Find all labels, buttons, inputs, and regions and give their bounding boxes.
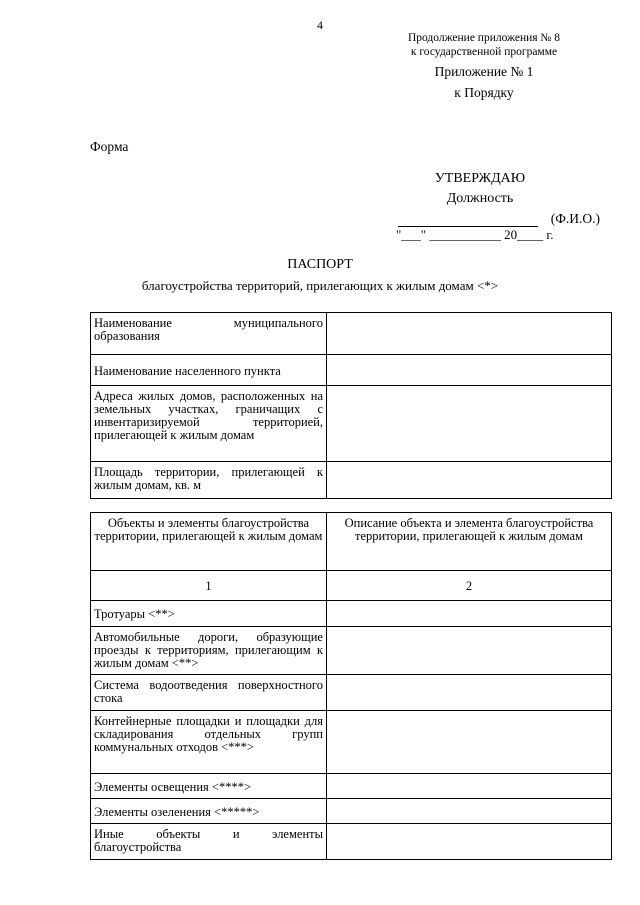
table-row (91, 774, 612, 799)
row-label: Элементы озеленения <*****> (91, 799, 327, 824)
page-number: 4 (317, 18, 323, 32)
row-label: Автомобильные дороги, образующие проезды к территориям, прилегающим к жилым домам <**> (91, 627, 327, 675)
header-description: Описание объекта и элемента благоустройства территории, прилегающей к жилым домам (327, 513, 612, 571)
continuation-line-2: к государственной программе (410, 46, 558, 58)
form-label: Форма (90, 139, 129, 154)
row-value[interactable] (327, 774, 612, 799)
table-row (91, 462, 612, 499)
row-label: Иные объекты и элементы благоустройства (91, 824, 327, 860)
document-title: ПАСПОРТ (287, 257, 353, 272)
table-row (91, 313, 612, 355)
table-row (91, 601, 612, 627)
row-label: Контейнерные площадки и площадки для складирования отдельных групп коммунальных отходов <***> (91, 711, 327, 774)
table-row (91, 711, 612, 774)
row-label: Элементы освещения <****> (91, 774, 327, 799)
continuation-line-1: Продолжение приложения № 8 (407, 32, 561, 44)
fio-label: (Ф.И.О.) (550, 211, 600, 226)
column-number-2: 2 (327, 571, 612, 601)
date-line: "___" ___________ 20____ г. (396, 227, 554, 242)
row-label: Наименование населенного пункта (91, 355, 327, 386)
header-objects: Объекты и элементы благоустройства территории, прилегающей к жилым домам (91, 513, 327, 571)
row-value[interactable] (327, 799, 612, 824)
appendix-line-1: Приложение № 1 (434, 64, 534, 79)
table-row (91, 627, 612, 675)
row-label: Система водоотведения поверхностного стока (91, 675, 327, 711)
row-value[interactable] (327, 355, 612, 386)
approval-block (380, 169, 580, 209)
table-row (91, 799, 612, 824)
row-value[interactable] (327, 675, 612, 711)
table-row (91, 824, 612, 860)
table-row (91, 675, 612, 711)
row-label: Адреса жилых домов, расположенных на земельных участках, граничащих с инвентаризируемой территорией, прилегающей к жилым домам (91, 386, 327, 462)
appendix-line-2: к Порядку (454, 85, 514, 100)
appendix-header (384, 61, 584, 103)
column-number-1: 1 (91, 571, 327, 601)
row-label: Наименование муниципального образования (91, 313, 327, 355)
row-value[interactable] (327, 711, 612, 774)
table-row (91, 355, 612, 386)
row-value[interactable] (327, 601, 612, 627)
column-number-row (91, 571, 612, 601)
general-info-table (90, 312, 612, 499)
row-value[interactable] (327, 627, 612, 675)
objects-table (90, 512, 612, 860)
continuation-header (384, 31, 584, 59)
header-row (91, 513, 612, 571)
table-row (91, 386, 612, 462)
row-label: Площадь территории, прилегающей к жилым домам, кв. м (91, 462, 327, 499)
row-value[interactable] (327, 386, 612, 462)
approve-heading: УТВЕРЖДАЮ (434, 171, 526, 186)
row-value[interactable] (327, 462, 612, 499)
row-value[interactable] (327, 824, 612, 860)
row-label: Тротуары <**> (91, 601, 327, 627)
position-label: Должность (446, 191, 514, 206)
row-value[interactable] (327, 313, 612, 355)
document-subtitle: благоустройства территорий, прилегающих к жилым домам <*> (141, 278, 499, 293)
